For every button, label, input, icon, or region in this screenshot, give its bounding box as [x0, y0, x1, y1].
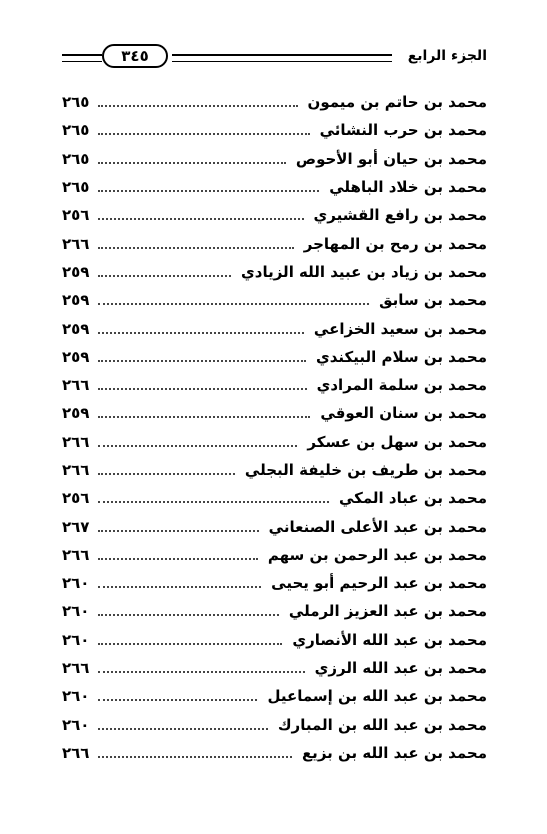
index-entry [62, 512, 487, 540]
page-header [62, 44, 487, 72]
index-entry [62, 399, 487, 427]
entry-page-number: ٢٦٦ [62, 743, 90, 762]
index-entry [62, 286, 487, 314]
dot-leader [98, 602, 279, 616]
dot-leader [98, 235, 294, 249]
entry-name: محمد بن سابق [379, 291, 487, 310]
entry-name: محمد بن عبد الله بن بزيع [301, 743, 487, 762]
entry-name: محمد بن عبد الله الرزي [314, 659, 487, 678]
entry-page-number: ٢٦٦ [62, 461, 90, 479]
entry-name: محمد بن عبد العزيز الرملي [288, 602, 487, 621]
index-entry [62, 371, 487, 399]
entry-name: محمد بن خلاد الباهلي [329, 178, 487, 197]
entry-page-number: ٢٦٦ [62, 432, 90, 451]
entry-name: محمد بن سلمة المرادي [316, 376, 487, 395]
dot-leader [98, 659, 305, 673]
index-entry [62, 116, 487, 144]
dot-leader [98, 518, 259, 532]
dot-leader [98, 489, 329, 503]
index-entry [62, 428, 487, 456]
entry-name: محمد بن عبد الرحيم أبو يحيى [271, 574, 487, 593]
entry-page-number: ٢٦٧ [62, 517, 90, 536]
index-entry [62, 201, 487, 229]
entry-name: محمد بن سعيد الخزاعي [313, 319, 487, 338]
entry-page-number: ٢٦٠ [62, 715, 90, 734]
entry-page-number: ٢٥٩ [62, 404, 90, 423]
index-entry [62, 456, 487, 484]
entry-page-number: ٢٦٦ [62, 234, 90, 253]
header-rule-right [172, 54, 392, 62]
index-entry [62, 258, 487, 286]
index-entry [62, 229, 487, 257]
dot-leader [98, 574, 261, 588]
dot-leader [98, 291, 369, 305]
dot-leader [98, 121, 310, 135]
entry-page-number: ٢٦٥ [62, 121, 90, 140]
dot-leader [98, 320, 304, 334]
dot-leader [98, 546, 258, 560]
dot-leader [98, 687, 257, 701]
index-entry [62, 682, 487, 710]
dot-leader [98, 206, 304, 220]
dot-leader [98, 744, 292, 758]
entry-page-number: ٢٦٠ [62, 630, 90, 649]
page-number-badge: ٣٤٥ [102, 44, 168, 68]
entry-name: محمد بن رمح بن المهاجر [303, 234, 487, 253]
index-entry [62, 484, 487, 512]
entry-name: محمد بن عباد المكي [338, 489, 487, 508]
entry-page-number: ٢٦٦ [62, 659, 90, 678]
header-rule-left [62, 54, 102, 62]
entry-name: محمد بن رافع القشيري [313, 206, 487, 225]
entry-page-number: ٢٥٩ [62, 262, 90, 281]
dot-leader [98, 716, 268, 730]
dot-leader [98, 433, 297, 447]
entry-name: محمد بن سلام البيكندي [315, 347, 487, 366]
dot-leader [98, 150, 286, 164]
index-entry [62, 711, 487, 739]
index-entry [62, 343, 487, 371]
entry-page-number: ٢٦٠ [62, 574, 90, 593]
entry-name: محمد بن سنان العوقي [320, 404, 487, 423]
entry-page-number: ٢٦٥ [62, 178, 90, 197]
entry-name: محمد بن حرب النشائي [319, 121, 487, 140]
dot-leader [98, 461, 235, 475]
dot-leader [98, 631, 282, 645]
index-entry [62, 654, 487, 682]
entry-name: محمد بن عبد الرحمن بن سهم [267, 545, 487, 564]
entry-page-number: ٢٦٠ [62, 687, 90, 706]
entry-name: محمد بن سهل بن عسكر [307, 432, 487, 451]
index-entry [62, 739, 487, 767]
entry-page-number: ٢٥٩ [62, 347, 90, 366]
dot-leader [98, 404, 310, 418]
dot-leader [98, 178, 319, 192]
index-entry [62, 597, 487, 625]
entry-page-number: ٢٦٦ [62, 545, 90, 564]
index-entry [62, 314, 487, 342]
index-entry [62, 626, 487, 654]
index-entry [62, 173, 487, 201]
entry-name: محمد بن حاتم بن ميمون [307, 93, 487, 112]
entry-page-number: ٢٥٦ [62, 489, 90, 508]
entry-name: محمد بن عبد الأعلى الصنعاني [268, 517, 487, 536]
entry-name: محمد بن عبد الله الأنصاري [292, 630, 487, 649]
dot-leader [98, 93, 298, 107]
entry-page-number: ٢٥٦ [62, 206, 90, 225]
entry-page-number: ٢٦٥ [62, 149, 90, 168]
index-list [62, 88, 487, 767]
entry-name: محمد بن حيان أبو الأحوص [295, 149, 487, 168]
entry-page-number: ٢٦٦ [62, 376, 90, 395]
dot-leader [98, 263, 231, 277]
dot-leader [98, 348, 306, 362]
entry-page-number: ٢٦٥ [62, 93, 90, 112]
entry-page-number: ٢٥٩ [62, 319, 90, 338]
index-entry [62, 145, 487, 173]
dot-leader [98, 376, 307, 390]
index-entry [62, 88, 487, 116]
entry-page-number: ٢٦٠ [62, 602, 90, 621]
index-entry [62, 569, 487, 597]
entry-name: محمد بن طريف بن خليفة البجلي [244, 461, 487, 479]
entry-name: محمد بن عبد الله بن المبارك [277, 715, 487, 734]
index-entry [62, 541, 487, 569]
entry-name: محمد بن زياد بن عبيد الله الزيادي [241, 262, 487, 281]
running-title: الجزء الرابع [407, 48, 487, 64]
entry-name: محمد بن عبد الله بن إسماعيل [267, 687, 487, 706]
entry-page-number: ٢٥٩ [62, 291, 90, 310]
